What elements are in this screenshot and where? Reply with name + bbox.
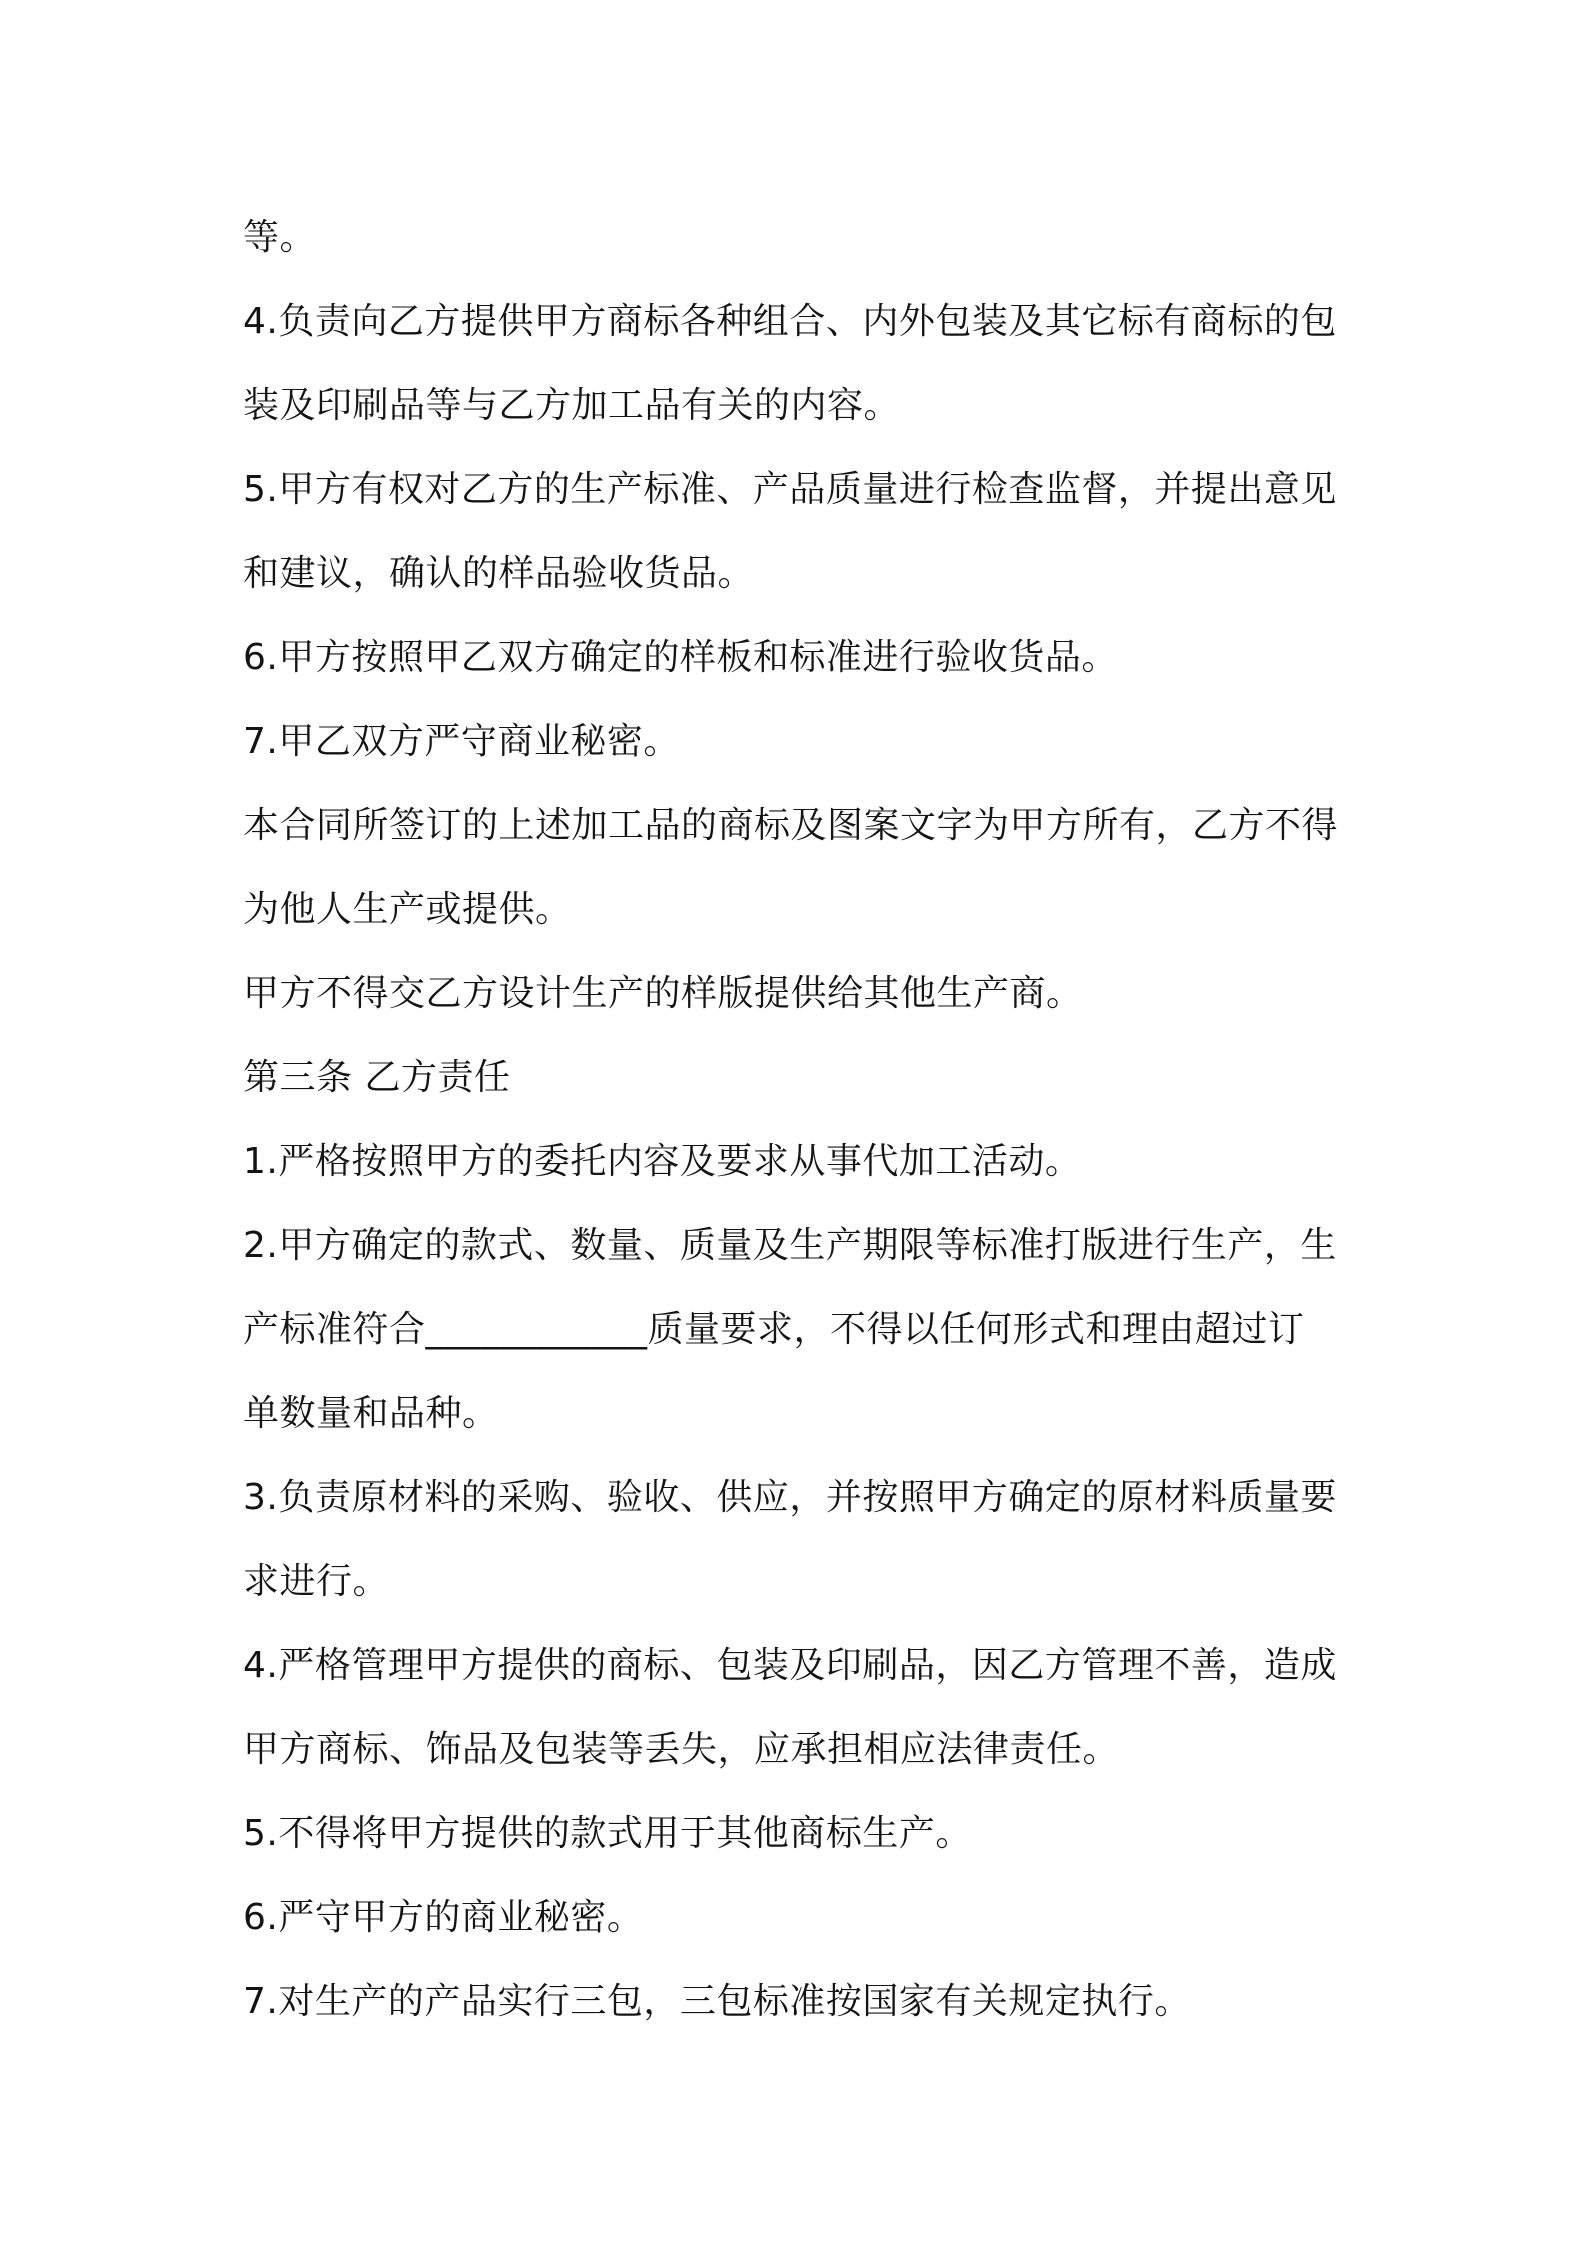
text-line: 和建议，确认的样品验收货品。 [243, 553, 755, 594]
paragraph [243, 1876, 1363, 1960]
text-line: 产标准符合____________质量要求，不得以任何形式和理由超过订 [243, 1309, 1305, 1350]
paragraph [243, 280, 1363, 448]
paragraph [243, 616, 1363, 700]
paragraph [243, 1204, 1363, 1456]
text-line: 7.对生产的产品实行三包，三包标准按国家有关规定执行。 [243, 1981, 1191, 2022]
paragraph [243, 1960, 1363, 2044]
text-line: 第三条 乙方责任 [243, 1057, 511, 1098]
text-line: 7.甲乙双方严守商业秘密。 [243, 721, 680, 762]
text-line: 甲方商标、饰品及包装等丢失，应承担相应法律责任。 [243, 1729, 1120, 1770]
text-line: 甲方不得交乙方设计生产的样版提供给其他生产商。 [243, 973, 1083, 1014]
text-line: 等。 [243, 217, 317, 258]
text-line: 单数量和品种。 [243, 1393, 499, 1434]
text-line: 5.甲方有权对乙方的生产标准、产品质量进行检查监督，并提出意见 [243, 469, 1337, 510]
text-line: 装及印刷品等与乙方加工品有关的内容。 [243, 385, 901, 426]
text-line: 6.甲方按照甲乙双方确定的样板和标准进行验收货品。 [243, 637, 1118, 678]
paragraph [243, 1120, 1363, 1204]
paragraph [243, 1792, 1363, 1876]
text-line: 4.严格管理甲方提供的商标、包装及印刷品，因乙方管理不善，造成 [243, 1645, 1337, 1686]
paragraph [243, 1624, 1363, 1792]
paragraph [243, 448, 1363, 616]
text-line: 4.负责向乙方提供甲方商标各种组合、内外包装及其它标有商标的包 [243, 301, 1337, 342]
text-line: 求进行。 [243, 1561, 390, 1602]
text-line: 5.不得将甲方提供的款式用于其他商标生产。 [243, 1813, 972, 1854]
paragraph [243, 784, 1363, 952]
text-line: 6.严守甲方的商业秘密。 [243, 1897, 644, 1938]
document-body [243, 196, 1363, 2044]
text-line: 为他人生产或提供。 [243, 889, 572, 930]
text-line: 3.负责原材料的采购、验收、供应，并按照甲方确定的原材料质量要 [243, 1477, 1337, 1518]
paragraph [243, 1456, 1363, 1624]
text-line: 1.严格按照甲方的委托内容及要求从事代加工活动。 [243, 1141, 1082, 1182]
paragraph [243, 700, 1363, 784]
text-line: 2.甲方确定的款式、数量、质量及生产期限等标准打版进行生产，生 [243, 1225, 1337, 1266]
text-line: 本合同所签订的上述加工品的商标及图案文字为甲方所有，乙方不得 [243, 805, 1339, 846]
paragraph [243, 952, 1363, 1036]
paragraph [243, 1036, 1363, 1120]
paragraph [243, 196, 1363, 280]
